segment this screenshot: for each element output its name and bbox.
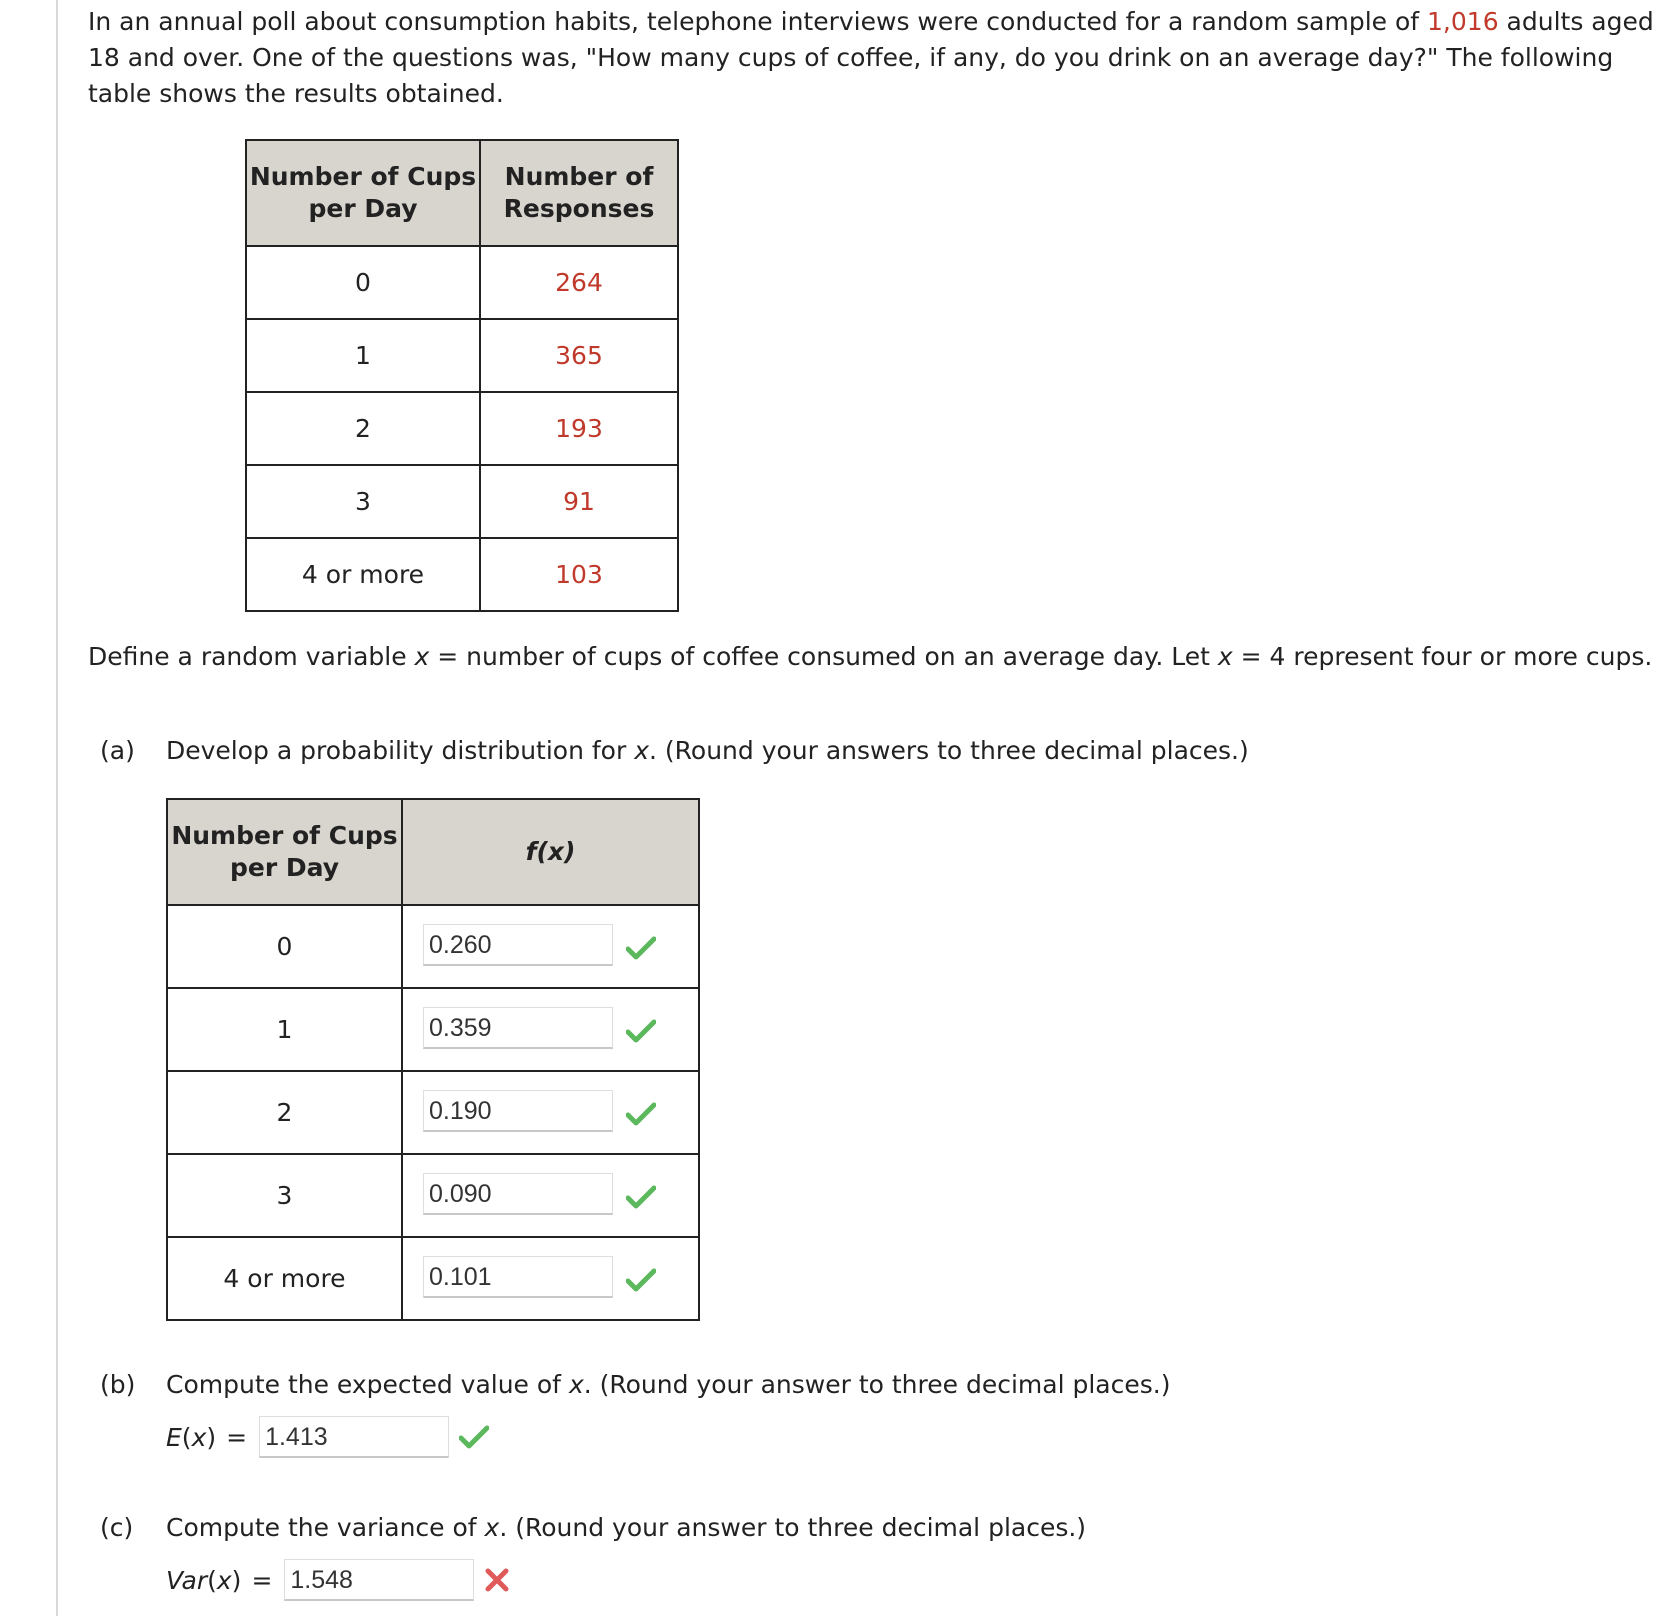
definition-text: = 4 represent four or more cups.: [1232, 642, 1653, 671]
table-row: [167, 988, 699, 1071]
check-icon: [626, 1268, 656, 1292]
expected-value-answer: [166, 1416, 489, 1458]
variable-x: x: [414, 642, 430, 671]
fx-input[interactable]: 0.190: [423, 1090, 613, 1132]
cups-cell: 1: [246, 319, 480, 392]
variable-x: x: [484, 1513, 500, 1542]
cups-cell: 1: [167, 988, 402, 1071]
table-row: [246, 319, 678, 392]
header-cups-per-day: Number of Cups per Day: [167, 799, 402, 905]
probability-distribution-table: [166, 798, 700, 1321]
expected-value-label: E(x): [166, 1422, 217, 1452]
variable-x: x: [568, 1370, 584, 1399]
left-margin-rule: [56, 0, 58, 1616]
fx-input[interactable]: 0.260: [423, 924, 613, 966]
variance-answer: [166, 1559, 510, 1601]
fx-answer-cell: [402, 1154, 699, 1237]
fx-input[interactable]: 0.359: [423, 1007, 613, 1049]
fx-input[interactable]: 0.090: [423, 1173, 613, 1215]
responses-cell: 365: [480, 319, 678, 392]
intro-paragraph: [88, 4, 1658, 112]
table-row: [246, 465, 678, 538]
expected-value-input[interactable]: 1.413: [259, 1416, 449, 1458]
equals-sign: =: [226, 1422, 248, 1452]
variance-input[interactable]: 1.548: [284, 1559, 474, 1601]
part-c-label: (c): [100, 1513, 134, 1542]
cups-cell: 3: [246, 465, 480, 538]
cups-cell: 0: [246, 246, 480, 319]
table-header-row: [246, 140, 678, 246]
table-header-row: [167, 799, 699, 905]
variable-x: x: [634, 736, 649, 765]
part-c-prompt: [100, 1513, 1086, 1542]
fx-answer-cell: [402, 905, 699, 988]
table-row: [167, 1071, 699, 1154]
intro-text-continued: adults aged 18 and over. One of the questions was, "How many cups of coffee, if any, do you drink on an average day?" The following table shows the results obtained.: [88, 7, 1654, 108]
variable-x: x: [216, 1565, 232, 1595]
intro-text: In an annual poll about consumption habits, telephone interviews were conducted for a random sample of: [88, 7, 1428, 36]
cups-cell: 3: [167, 1154, 402, 1237]
part-b-prompt: [100, 1370, 1170, 1399]
definition-text: Define a random variable: [88, 642, 415, 671]
check-icon: [626, 936, 656, 960]
part-c-text-continued: . (Round your answer to three decimal places.): [499, 1513, 1087, 1542]
header-number-of-responses: Number of Responses: [480, 140, 678, 246]
cups-cell: 0: [167, 905, 402, 988]
table-row: [167, 1237, 699, 1320]
responses-cell: 103: [480, 538, 678, 611]
variable-x: x: [1217, 642, 1233, 671]
cross-icon: [484, 1567, 510, 1593]
check-icon: [626, 1019, 656, 1043]
check-icon: [626, 1102, 656, 1126]
function-name: Var: [166, 1565, 208, 1595]
random-variable-definition: [88, 638, 1658, 675]
table-row: [167, 1154, 699, 1237]
table-row: [167, 905, 699, 988]
part-c-text: Compute the variance of: [166, 1513, 485, 1542]
responses-cell: 91: [480, 465, 678, 538]
part-a-text: Develop a probability distribution for: [166, 736, 635, 765]
variable-x: x: [191, 1422, 207, 1452]
definition-text: = number of cups of coffee consumed on an average day. Let: [429, 642, 1218, 671]
equals-sign: =: [251, 1565, 273, 1595]
part-b-text-continued: . (Round your answer to three decimal places.): [583, 1370, 1171, 1399]
sample-size: 1,016: [1427, 7, 1499, 36]
fx-answer-cell: [402, 988, 699, 1071]
part-a-prompt: [100, 736, 1249, 765]
fx-input[interactable]: 0.101: [423, 1256, 613, 1298]
part-b-text: Compute the expected value of: [166, 1370, 569, 1399]
survey-results-table: [245, 139, 679, 612]
cups-cell: 2: [167, 1071, 402, 1154]
part-a-label: (a): [100, 736, 135, 765]
variance-label: Var(x): [166, 1565, 242, 1595]
part-a-text-continued: . (Round your answers to three decimal places.): [649, 736, 1249, 765]
check-icon: [626, 1185, 656, 1209]
function-name: E: [166, 1422, 182, 1452]
table-row: [246, 246, 678, 319]
cups-cell: 2: [246, 392, 480, 465]
responses-cell: 264: [480, 246, 678, 319]
responses-cell: 193: [480, 392, 678, 465]
fx-answer-cell: [402, 1071, 699, 1154]
table-row: [246, 392, 678, 465]
part-b-label: (b): [100, 1370, 136, 1399]
cups-cell: 4 or more: [167, 1237, 402, 1320]
check-icon: [459, 1425, 489, 1449]
table-row: [246, 538, 678, 611]
header-cups-per-day: Number of Cups per Day: [246, 140, 480, 246]
header-fx: f(x): [402, 799, 699, 905]
fx-answer-cell: [402, 1237, 699, 1320]
cups-cell: 4 or more: [246, 538, 480, 611]
